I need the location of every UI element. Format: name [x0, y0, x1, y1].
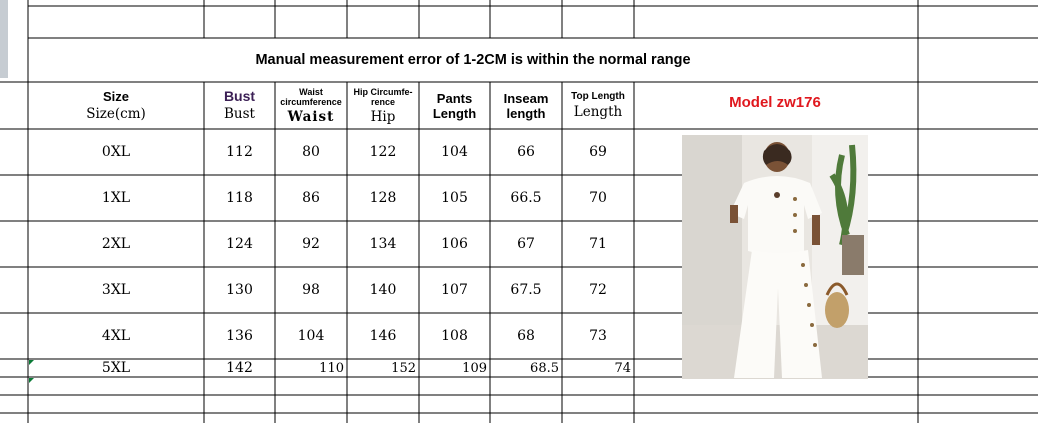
- header-top-length: [562, 82, 634, 129]
- table-cell-waist: 104: [297, 328, 325, 344]
- table-cell-size: 4XL: [101, 328, 131, 344]
- table-cell-hip: 122: [369, 144, 397, 160]
- table-cell-pants-length: 109: [462, 360, 487, 376]
- table-cell-top-length: 74: [614, 360, 631, 376]
- table-cell-waist: 92: [302, 236, 320, 252]
- table-cell-size: 1XL: [101, 190, 131, 206]
- table-cell-pants-length: 104: [441, 144, 468, 160]
- table-cell-waist: 98: [302, 282, 320, 298]
- table-cell-pants-length: 107: [441, 282, 468, 298]
- header-bust-label: Bust: [223, 88, 256, 104]
- table-cell-size: 3XL: [101, 282, 131, 298]
- table-cell-waist: 110: [319, 360, 344, 376]
- table-cell-pants-length: 108: [441, 328, 468, 344]
- header-bust-sub: Bust: [224, 106, 255, 122]
- cell-fill-marker: [29, 360, 34, 365]
- table-cell-top-length: 69: [589, 144, 607, 160]
- header-inseam-length: [490, 82, 562, 129]
- header-size-label: Size: [102, 89, 129, 104]
- table-cell-top-length: 71: [589, 236, 607, 252]
- header-pants-length: [419, 82, 490, 129]
- table-cell-waist: 86: [302, 190, 320, 206]
- header-hip: [347, 82, 419, 129]
- table-cell-hip: 134: [369, 236, 397, 252]
- model-label: Model zw176: [729, 94, 821, 111]
- header-pants-label: Pants Length: [432, 90, 477, 121]
- table-cell-bust: 142: [226, 360, 253, 376]
- table-cell-top-length: 73: [589, 328, 607, 344]
- table-cell-hip: 152: [391, 360, 416, 376]
- table-cell-hip: 146: [369, 328, 397, 344]
- table-cell-hip: 128: [369, 190, 397, 206]
- table-cell-size: 2XL: [101, 236, 131, 252]
- header-top-length-label: Top Length: [571, 90, 625, 102]
- table-cell-bust: 118: [226, 190, 253, 206]
- header-top-length-sub: Length: [573, 103, 623, 120]
- table-cell-inseam: 67.5: [510, 282, 542, 298]
- table-cell-waist: 80: [302, 144, 320, 160]
- cell-fill-marker: [29, 378, 34, 383]
- table-cell-bust: 124: [226, 236, 253, 252]
- header-size-sub: Size(cm): [86, 106, 146, 122]
- header-size: [28, 82, 204, 129]
- table-cell-inseam: 68: [517, 328, 535, 344]
- table-cell-pants-length: 106: [441, 236, 468, 252]
- table-cell-inseam: 66: [517, 144, 535, 160]
- table-cell-top-length: 70: [589, 190, 607, 206]
- table-cell-size: 0XL: [101, 144, 131, 160]
- table-cell-size: 5XL: [101, 360, 131, 376]
- table-cell-hip: 140: [369, 282, 397, 298]
- header-waist: [275, 82, 347, 129]
- model-photo: [682, 135, 868, 379]
- header-hip-label: Hip Circumfe-rence: [353, 86, 413, 107]
- table-cell-pants-length: 105: [441, 190, 468, 206]
- header-bust: [204, 82, 275, 129]
- table-cell-bust: 136: [226, 328, 253, 344]
- header-waist-label: Waist circumference: [280, 86, 342, 107]
- table-cell-inseam: 67: [517, 236, 535, 252]
- header-waist-sub: Waist: [287, 108, 335, 125]
- measurement-notice: Manual measurement error of 1-2CM is within the normal range: [255, 52, 691, 68]
- header-inseam-label: Inseam length: [503, 90, 549, 121]
- table-cell-inseam: 68.5: [530, 360, 559, 376]
- table-cell-bust: 130: [226, 282, 253, 298]
- table-cell-inseam: 66.5: [510, 190, 542, 206]
- table-cell-top-length: 72: [589, 282, 607, 298]
- header-hip-sub: Hip: [370, 108, 396, 125]
- table-cell-bust: 112: [226, 144, 253, 160]
